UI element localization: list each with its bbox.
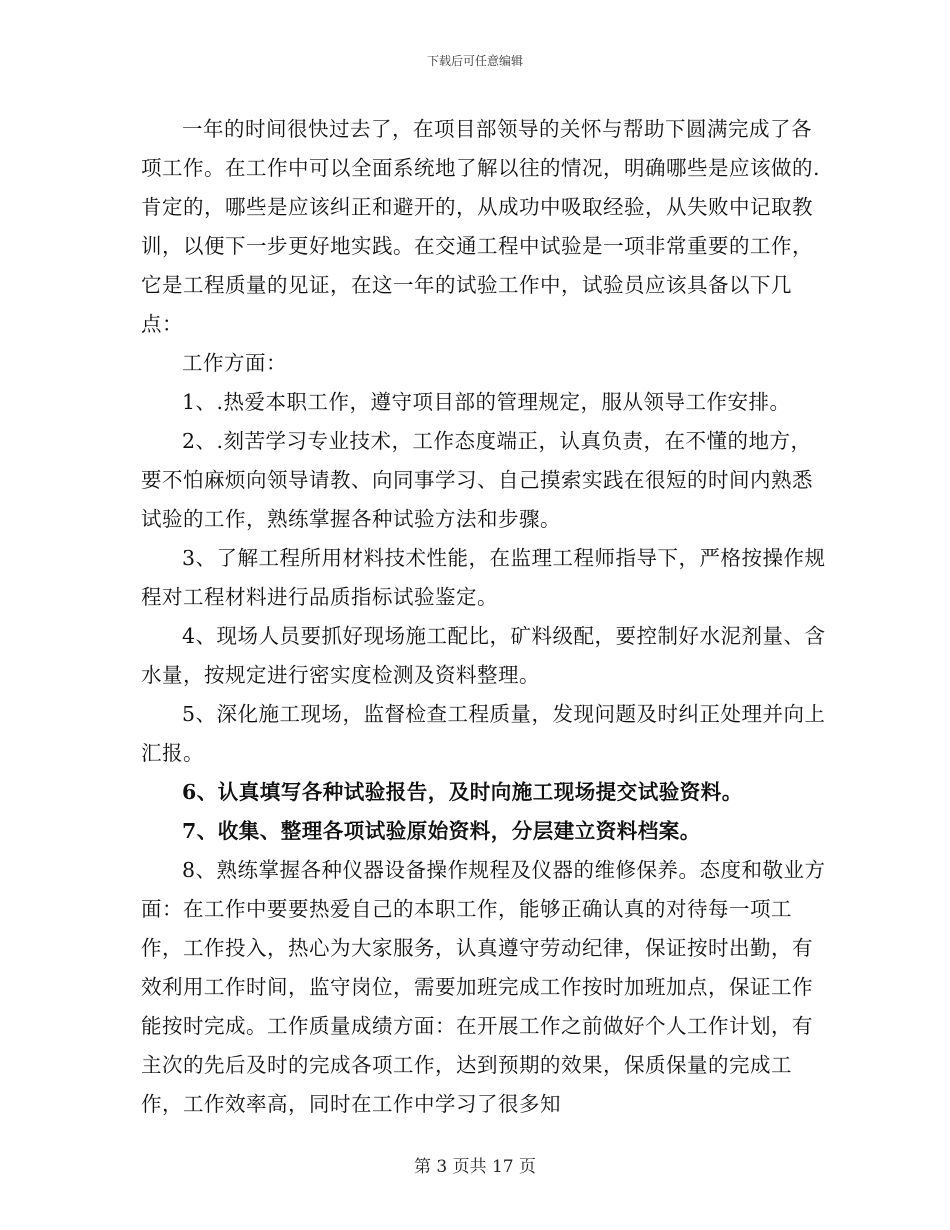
intro-paragraph: 一年的时间很快过去了，在项目部领导的关怀与帮助下圆满完成了各项工作。在工作中可以全面系统地了解以往的情况，明确哪些是应该做的.肯定的，哪些是应该纠正和避开的，从成功中吸取经验，从失败中记取教训，以便下一步更好地实践。在交通工程中试验是一项非常重要的工作，它是工程质量的见证，在这一年的试验工作中，试验员应该具备以下几点： [141,117,821,336]
list-item-4: 4、现场人员要抓好现场施工配比，矿料级配，要控制好水泥剂量、含水量，按规定进行密实度检测及资料整理。 [141,624,826,687]
page-footer: 第 3 页共 17 页 [413,1157,537,1177]
list-item-7: 7、收集、整理各项试验原始资料，分层建立资料档案。 [182,819,701,843]
list-item-2: 2、.刻苦学习专业技术，工作态度端正，认真负责，在不懂的地方，要不怕麻烦向领导请教、向同事学习、自己摸索实践在很短的时间内熟悉试验的工作，熟练掌握各种试验方法和步骤。 [141,429,813,531]
list-item-6: 6、认真填写各种试验报告，及时向施工现场提交试验资料。 [182,780,743,804]
list-item-8: 8、熟练掌握各种仪器设备操作规程及仪器的维修保养。态度和敬业方面：在工作中要要热爱自己的本职工作，能够正确认真的对待每一项工作，工作投入，热心为大家服务，认真遵守劳动纪律，保证按时出勤，有效利用工作时间，监守岗位，需要加班完成工作按时加班加点，保证工作能按时完成。工作质量成绩方面：在开展工作之前做好个人工作计划，有主次的先后及时的完成各项工作，达到预期的效果，保质保量的完成工作，工作效率高，同时在工作中学习了很多知 [141,858,826,1116]
list-item-1: 1、.热爱本职工作，遵守项目部的管理规定，服从领导工作安排。 [182,390,791,414]
document-body [141,110,831,1124]
section-heading-work: 工作方面： [182,351,287,375]
list-item-3: 3、了解工程所用材料技术性能，在监理工程师指导下，严格按操作规程对工程材料进行品质指标试验鉴定。 [141,546,826,609]
list-item-5: 5、深化施工现场，监督检查工程质量，发现问题及时纠正处理并向上汇报。 [141,702,826,765]
page-header: 下载后可任意编辑 [426,54,523,68]
